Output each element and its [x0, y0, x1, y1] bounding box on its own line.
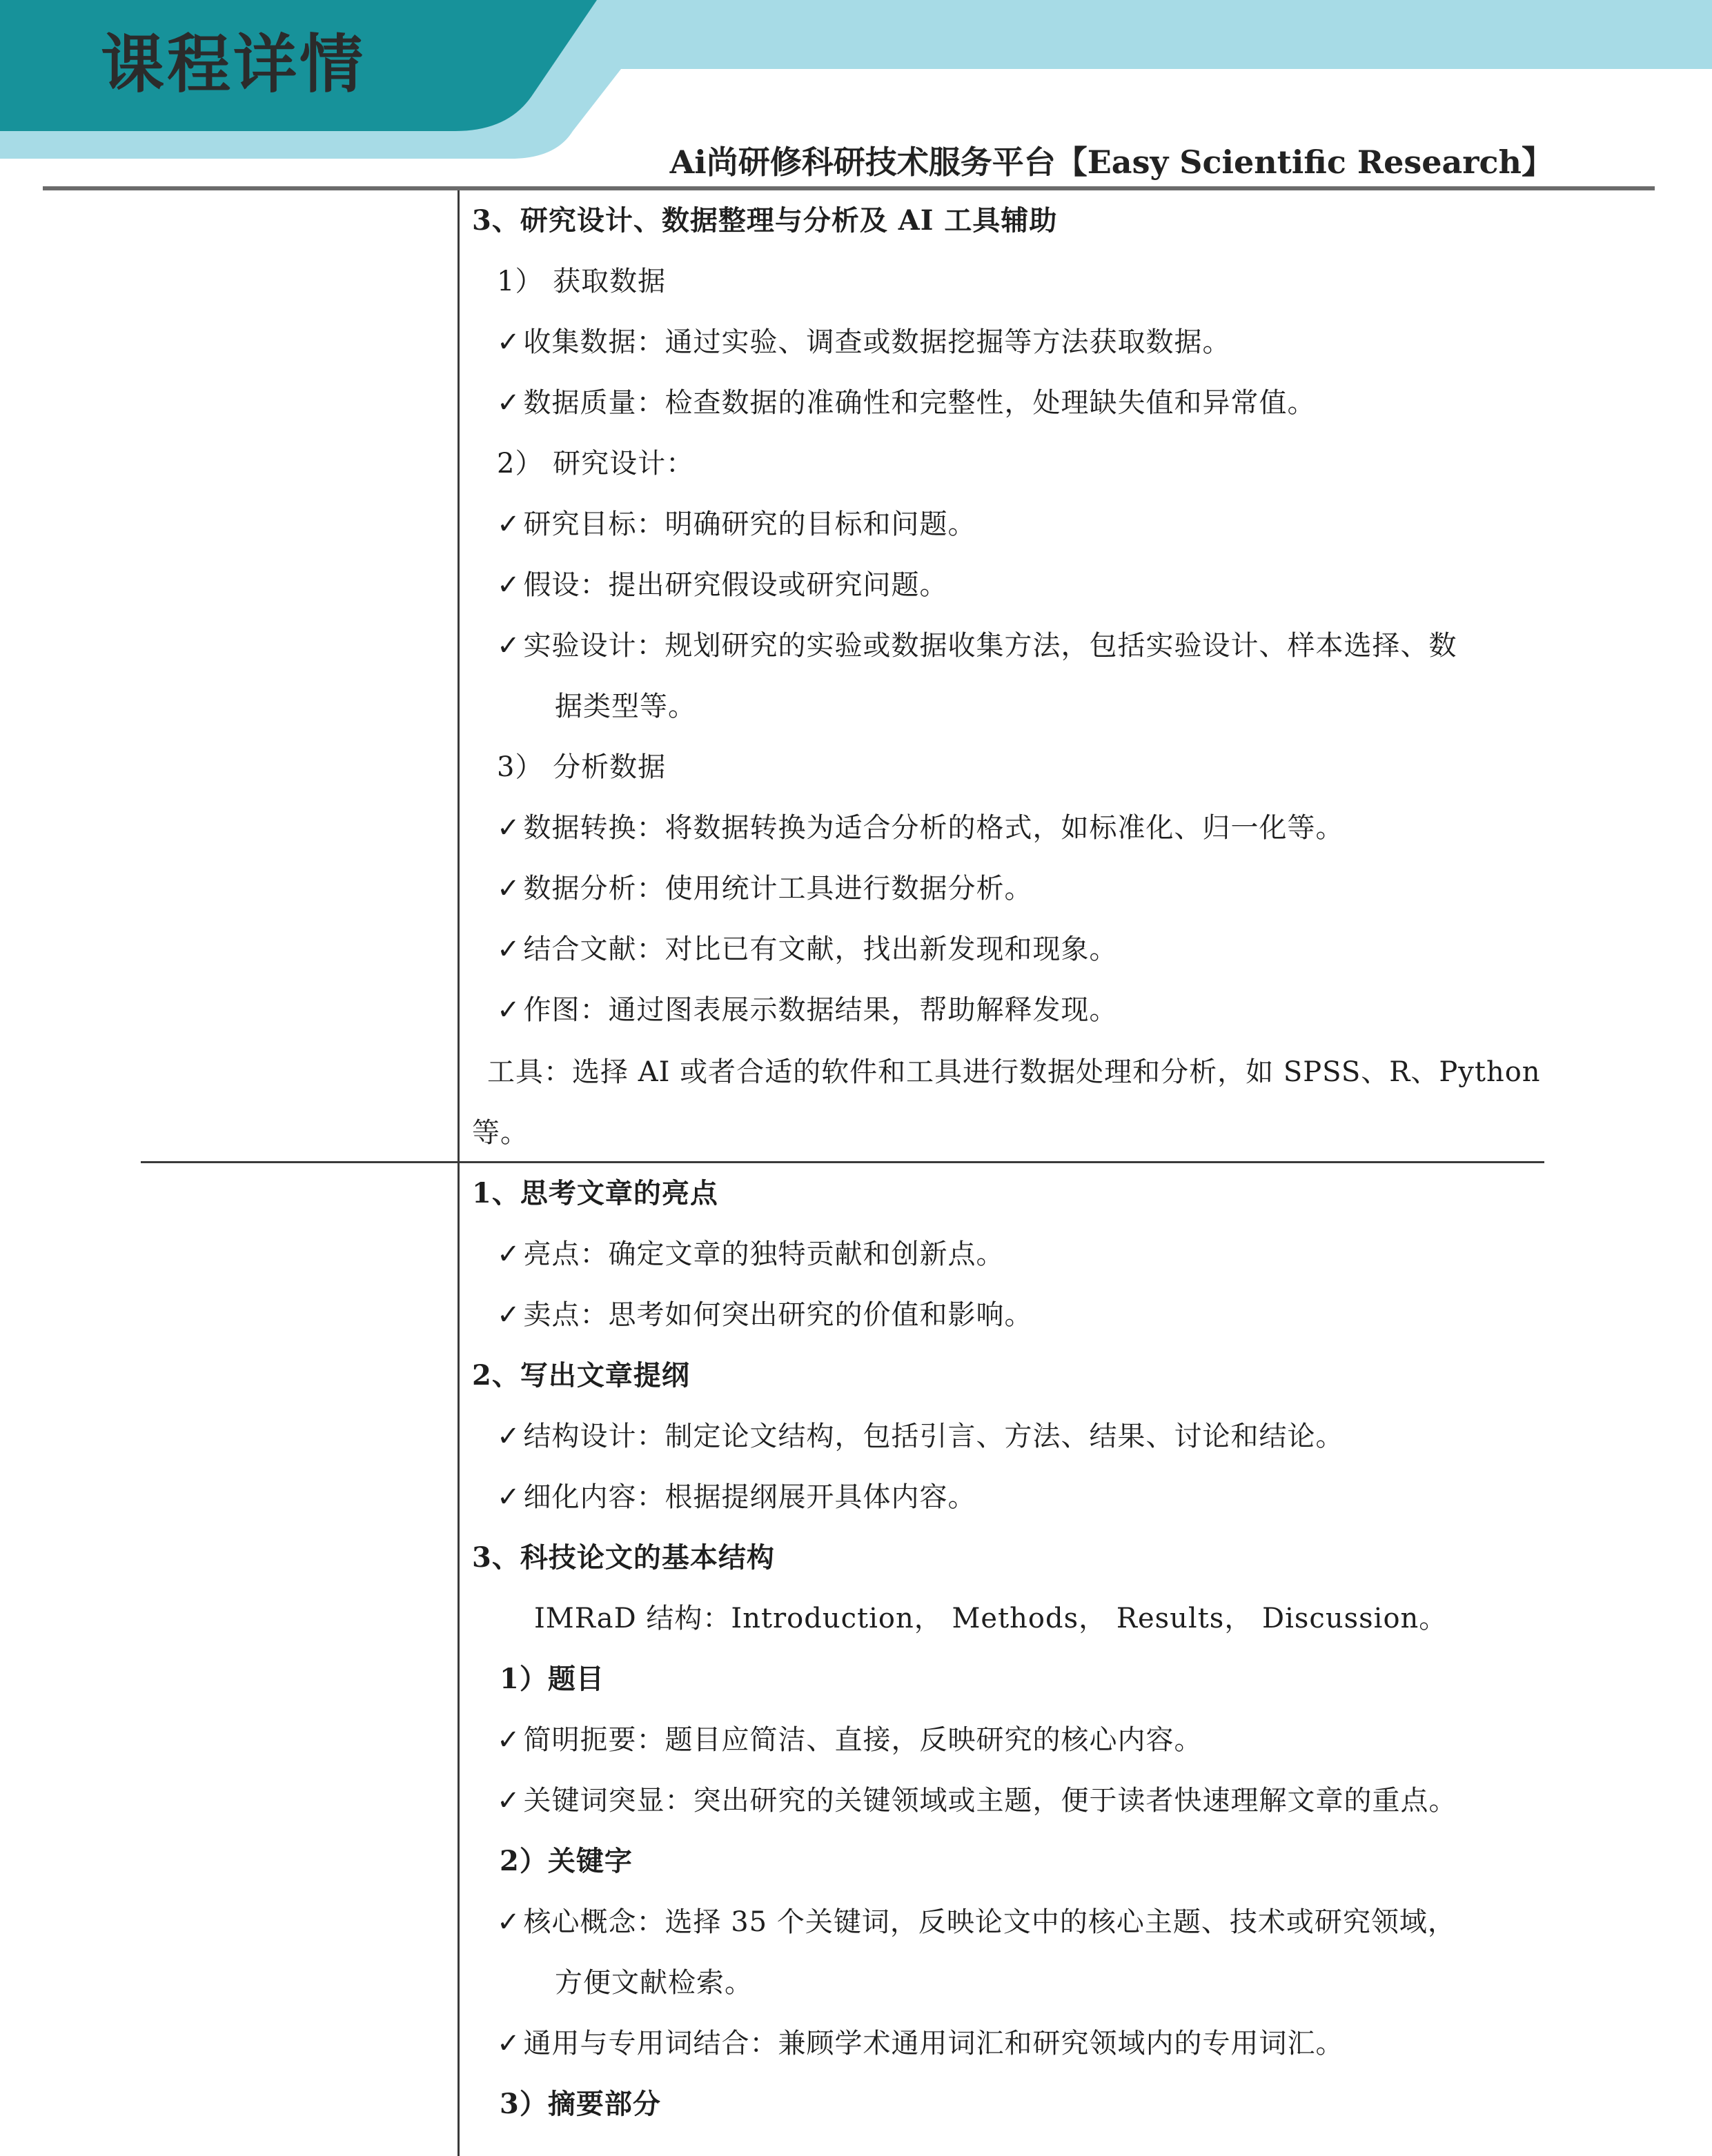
item-text: 结合文献：对比已有文献，找出新发现和现象。: [523, 933, 1118, 965]
checklist-item: [497, 989, 1118, 1031]
checklist-item: [497, 1780, 1457, 1821]
check-icon: ✓: [497, 812, 521, 844]
check-icon: ✓: [497, 1421, 521, 1452]
checklist-item: [497, 504, 976, 545]
checklist-item: [497, 929, 1118, 970]
section-heading: 3、科技论文的基本结构: [472, 1541, 775, 1574]
checklist-item: [497, 1294, 1033, 1336]
tools-text: 工具：选择 AI 或者合适的软件和工具进行数据处理和分析，如 SPSS、R、Python: [487, 1056, 1541, 1088]
subheading: 3） 分析数据: [497, 751, 667, 783]
item-text: 数据分析：使用统计工具进行数据分析。: [523, 873, 1033, 904]
item-text: 作图：通过图表展示数据结果，帮助解释发现。: [523, 994, 1118, 1026]
item-text: 研究目标：明确研究的目标和问题。: [523, 508, 976, 540]
checklist-item: [497, 1901, 1456, 1943]
platform-name: Ai尚研修科研技术服务平台【Easy Scientific Research】: [669, 144, 1553, 181]
subheading: 3）摘要部分: [500, 2088, 661, 2120]
row-divider: [141, 1161, 1544, 1163]
item-text: 卖点：思考如何突出研究的价值和影响。: [523, 1299, 1033, 1331]
checklist-item: [497, 807, 1344, 849]
imrad-text: IMRaD 结构：Introduction， Methods， Results， Discussion。: [534, 1603, 1448, 1634]
item-text: 假设：提出研究假设或研究问题。: [523, 569, 948, 601]
subheading: 2） 研究设计：: [497, 448, 695, 479]
checklist-item: [497, 1719, 1203, 1761]
item-text: 核心概念：选择 35 个关键词，反映论文中的核心主题、技术或研究领域，: [523, 1906, 1456, 1938]
tools-continuation: 等。: [472, 1117, 529, 1149]
check-icon: ✓: [497, 1481, 521, 1513]
checklist-item: [497, 1476, 976, 1518]
checklist-item: [497, 382, 1316, 424]
check-icon: ✓: [497, 569, 521, 601]
subheading: 2）关键字: [500, 1845, 633, 1877]
header-rule: [43, 186, 1655, 190]
item-text: 收集数据：通过实验、调查或数据挖掘等方法获取数据。: [523, 326, 1231, 358]
checklist-item: [497, 868, 1033, 909]
check-icon: ✓: [497, 873, 521, 904]
column-divider: [457, 190, 460, 2156]
check-icon: ✓: [497, 1299, 521, 1331]
check-icon: ✓: [497, 630, 521, 662]
item-text: 亮点：确定文章的独特贡献和创新点。: [523, 1238, 1005, 1270]
check-icon: ✓: [497, 2028, 521, 2059]
check-icon: ✓: [497, 387, 521, 419]
checklist-item: [497, 322, 1231, 363]
subheading: 1） 获取数据: [497, 266, 667, 297]
check-icon: ✓: [497, 508, 521, 540]
checklist-item: [497, 2023, 1344, 2064]
item-text: 结构设计：制定论文结构，包括引言、方法、结果、讨论和结论。: [523, 1421, 1344, 1452]
checklist-item: [497, 1416, 1344, 1457]
item-text: 关键词突显：突出研究的关键领域或主题，便于读者快速理解文章的重点。: [523, 1785, 1457, 1817]
check-icon: ✓: [497, 1906, 521, 1938]
item-continuation: 据类型等。: [555, 691, 696, 722]
check-icon: ✓: [497, 994, 521, 1026]
checklist-item: [497, 625, 1457, 666]
check-icon: ✓: [497, 1238, 521, 1270]
item-text: 简明扼要：题目应简洁、直接，反映研究的核心内容。: [523, 1724, 1203, 1756]
item-text: 通用与专用词结合：兼顾学术通用词汇和研究领域内的专用词汇。: [523, 2028, 1344, 2059]
check-icon: ✓: [497, 933, 521, 965]
check-icon: ✓: [497, 1724, 521, 1756]
subheading: 1）题目: [500, 1663, 604, 1695]
item-text: 数据质量：检查数据的准确性和完整性，处理缺失值和异常值。: [523, 387, 1316, 419]
section-heading: 1、思考文章的亮点: [472, 1177, 718, 1209]
section-heading: 2、写出文章提纲: [472, 1359, 690, 1392]
section-heading: 3、研究设计、数据整理与分析及 AI 工具辅助: [472, 204, 1058, 237]
banner-title: 课程详情: [101, 28, 366, 101]
check-icon: ✓: [497, 326, 521, 358]
item-text: 数据转换：将数据转换为适合分析的格式，如标准化、归一化等。: [523, 812, 1344, 844]
item-text: 细化内容：根据提纲展开具体内容。: [523, 1481, 976, 1513]
check-icon: ✓: [497, 1785, 521, 1817]
item-continuation: 方便文献检索。: [555, 1967, 753, 1999]
item-text: 实验设计：规划研究的实验或数据收集方法，包括实验设计、样本选择、数: [523, 630, 1457, 662]
checklist-item: [497, 1234, 1005, 1275]
checklist-item: [497, 564, 948, 606]
